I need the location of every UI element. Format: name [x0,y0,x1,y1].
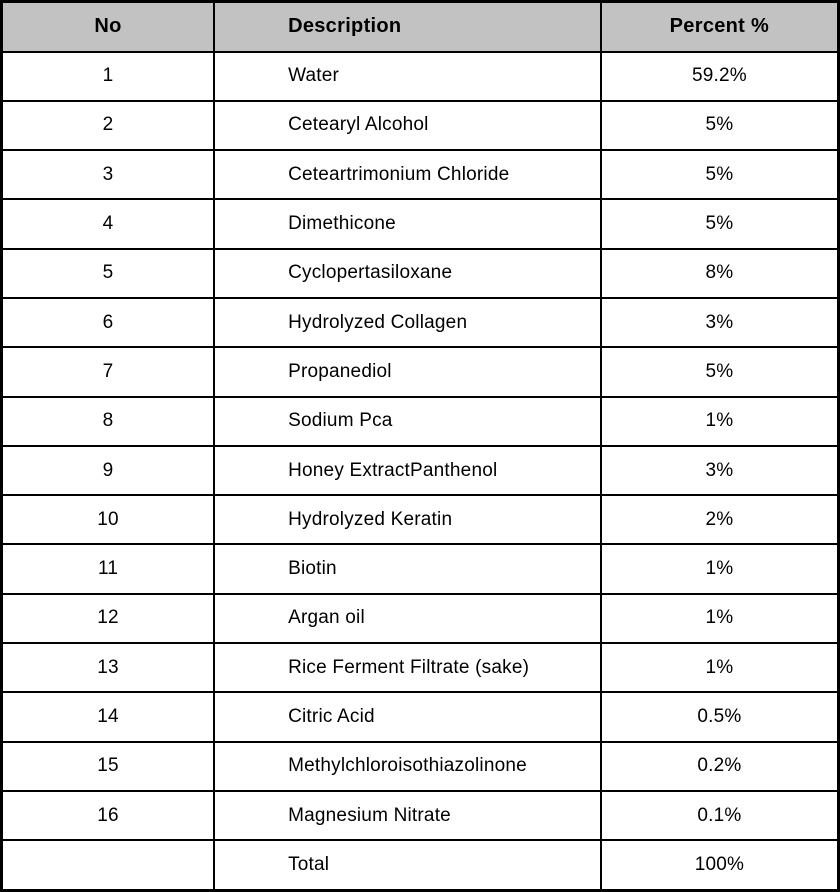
header-row [2,2,839,52]
cell-description: Dimethicone [214,199,601,248]
cell-percent: 1% [601,594,839,643]
table-row [2,692,839,741]
cell-description: Sodium Pca [214,397,601,446]
table-row [2,52,839,101]
cell-no: 8 [2,397,215,446]
cell-description: Propanediol [214,347,601,396]
cell-no: 1 [2,52,215,101]
cell-description: Cetearyl Alcohol [214,101,601,150]
cell-percent: 3% [601,446,839,495]
table-row [2,101,839,150]
cell-no: 16 [2,791,215,840]
cell-no: 4 [2,199,215,248]
cell-no: 11 [2,544,215,593]
cell-percent: 0.5% [601,692,839,741]
cell-description: Methylchloroisothiazolinone [214,742,601,791]
cell-no: 7 [2,347,215,396]
cell-description: Citric Acid [214,692,601,741]
table-row [2,544,839,593]
cell-description: Honey ExtractPanthenol [214,446,601,495]
cell-percent: 59.2% [601,52,839,101]
cell-percent: 1% [601,397,839,446]
cell-percent: 0.2% [601,742,839,791]
cell-no: 2 [2,101,215,150]
cell-description: Hydrolyzed Collagen [214,298,601,347]
cell-no: 12 [2,594,215,643]
cell-percent: 2% [601,495,839,544]
table-row [2,791,839,840]
table-row [2,742,839,791]
cell-no [2,840,215,890]
table-row [2,594,839,643]
table-row [2,347,839,396]
header-percent: Percent % [601,2,839,52]
cell-no: 15 [2,742,215,791]
cell-no: 5 [2,249,215,298]
cell-percent: 3% [601,298,839,347]
cell-no: 6 [2,298,215,347]
cell-description: Hydrolyzed Keratin [214,495,601,544]
cell-no: 13 [2,643,215,692]
cell-description: Rice Ferment Filtrate (sake) [214,643,601,692]
cell-no: 3 [2,150,215,199]
table-row [2,495,839,544]
cell-percent: 1% [601,544,839,593]
header-description: Description [214,2,601,52]
table-row [2,643,839,692]
cell-percent: 5% [601,150,839,199]
table-header [2,2,839,52]
table-row [2,397,839,446]
cell-percent: 5% [601,199,839,248]
cell-description: Water [214,52,601,101]
cell-percent: 1% [601,643,839,692]
cell-description: Biotin [214,544,601,593]
header-no: No [2,2,215,52]
cell-no: 10 [2,495,215,544]
cell-percent: 0.1% [601,791,839,840]
table-row [2,446,839,495]
table-row [2,150,839,199]
cell-percent: 8% [601,249,839,298]
cell-percent: 5% [601,347,839,396]
cell-no: 14 [2,692,215,741]
cell-description: Magnesium Nitrate [214,791,601,840]
table-row [2,249,839,298]
table-row [2,298,839,347]
table-body [2,52,839,891]
cell-description: Total [214,840,601,890]
cell-description: Ceteartrimonium Chloride [214,150,601,199]
cell-description: Argan oil [214,594,601,643]
cell-no: 9 [2,446,215,495]
table-row [2,199,839,248]
cell-percent: 5% [601,101,839,150]
cell-percent: 100% [601,840,839,890]
total-row [2,840,839,890]
cell-description: Cyclopertasiloxane [214,249,601,298]
